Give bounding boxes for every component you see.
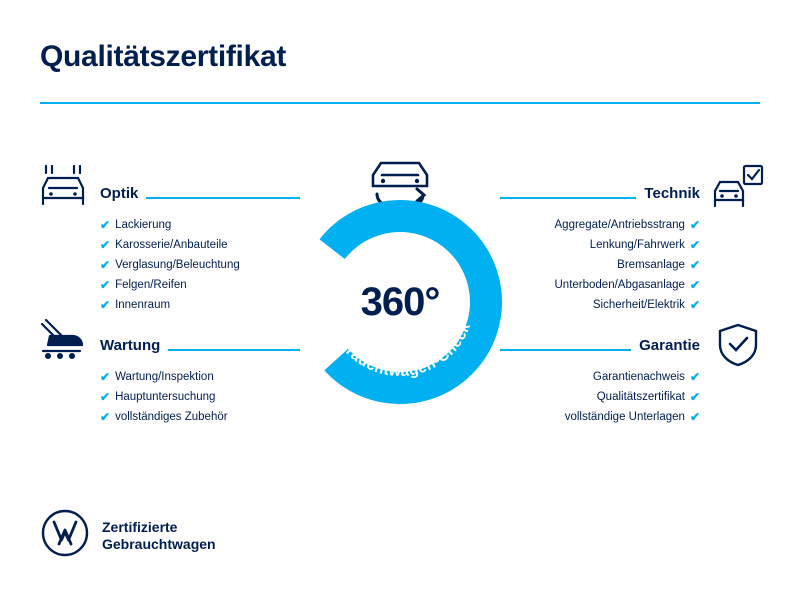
section-optik (100, 186, 300, 331)
section-title-wartung: Wartung (100, 337, 161, 354)
check-icon: ✔ (100, 370, 111, 384)
list-item (100, 367, 300, 387)
check-icon: ✔ (689, 218, 700, 232)
check-icon: ✔ (100, 278, 111, 292)
check-icon: ✔ (100, 238, 111, 252)
vw-logo (40, 508, 90, 563)
list-item-label: Bremsanlage (617, 259, 685, 271)
car-lift-icon (38, 318, 90, 367)
check-icon: ✔ (689, 298, 700, 312)
check-icon: ✔ (689, 370, 700, 384)
list-item-label: Lenkung/Fahrwerk (589, 239, 685, 251)
list-item (500, 367, 700, 387)
section-header (100, 338, 300, 355)
list-item (100, 295, 300, 315)
checklist-garantie (500, 367, 700, 427)
section-rule (500, 197, 636, 199)
check-icon: ✔ (100, 390, 111, 404)
list-item (500, 215, 700, 235)
list-item (100, 235, 300, 255)
list-item-label: Felgen/Reifen (115, 279, 187, 291)
list-item (100, 407, 300, 427)
list-item (500, 235, 700, 255)
check-icon: ✔ (100, 258, 111, 272)
footer-line-1: Zertifizierte (102, 518, 178, 535)
list-item-label: Hauptuntersuchung (115, 391, 216, 403)
list-item (100, 215, 300, 235)
check-icon: ✔ (689, 278, 700, 292)
footer-branding (40, 508, 216, 563)
list-item-label: Karosserie/Anbauteile (115, 239, 228, 251)
footer-text (102, 519, 216, 553)
checklist-optik (100, 215, 300, 315)
title-divider (40, 102, 760, 104)
section-header (100, 186, 300, 203)
section-wartung (100, 338, 300, 443)
list-item (500, 295, 700, 315)
check-icon: ✔ (689, 238, 700, 252)
list-item-label: Unterboden/Abgasanlage (554, 279, 685, 291)
list-item-label: Lackierung (115, 219, 172, 231)
badge-360-check (294, 196, 506, 408)
page-title: Qualitätszertifikat (40, 40, 287, 73)
section-rule (500, 349, 631, 351)
section-rule (168, 349, 300, 351)
check-icon: ✔ (689, 390, 700, 404)
svg-text:Gebrauchtwagen-Check: Gebrauchtwagen-Check (325, 319, 475, 381)
list-item-label: Wartung/Inspektion (115, 371, 214, 383)
car-wash-icon (38, 164, 88, 215)
check-icon: ✔ (689, 258, 700, 272)
check-icon: ✔ (689, 410, 700, 424)
list-item (100, 387, 300, 407)
list-item-label: vollständige Unterlagen (564, 411, 685, 423)
list-item-label: Innenraum (115, 299, 171, 311)
list-item (500, 407, 700, 427)
list-item-label: Qualitätszertifikat (596, 391, 685, 403)
check-icon: ✔ (100, 298, 111, 312)
list-item (500, 387, 700, 407)
section-title-optik: Optik (100, 185, 139, 202)
check-icon: ✔ (100, 410, 111, 424)
section-garantie (500, 338, 700, 443)
check-icon: ✔ (100, 218, 111, 232)
section-rule (146, 197, 300, 199)
section-header (500, 338, 700, 355)
section-title-garantie: Garantie (639, 337, 700, 354)
list-item (100, 255, 300, 275)
list-item-label: Verglasung/Beleuchtung (115, 259, 240, 271)
list-item-label: Aggregate/Antriebsstrang (554, 219, 685, 231)
footer-line-2: Gebrauchtwagen (102, 535, 216, 552)
list-item (500, 275, 700, 295)
section-header (500, 186, 700, 203)
badge-number: 360° (360, 279, 440, 324)
list-item-label: vollständiges Zubehör (115, 411, 228, 423)
shield-check-icon (716, 322, 760, 373)
list-item-label: Garantienachweis (592, 371, 685, 383)
checklist-wartung (100, 367, 300, 427)
list-item (100, 275, 300, 295)
list-item-label: Sicherheit/Elektrik (592, 299, 685, 311)
checklist-technik (500, 215, 700, 315)
section-technik (500, 186, 700, 331)
list-item (500, 255, 700, 275)
section-title-technik: Technik (644, 185, 700, 202)
car-check-icon (712, 164, 764, 215)
